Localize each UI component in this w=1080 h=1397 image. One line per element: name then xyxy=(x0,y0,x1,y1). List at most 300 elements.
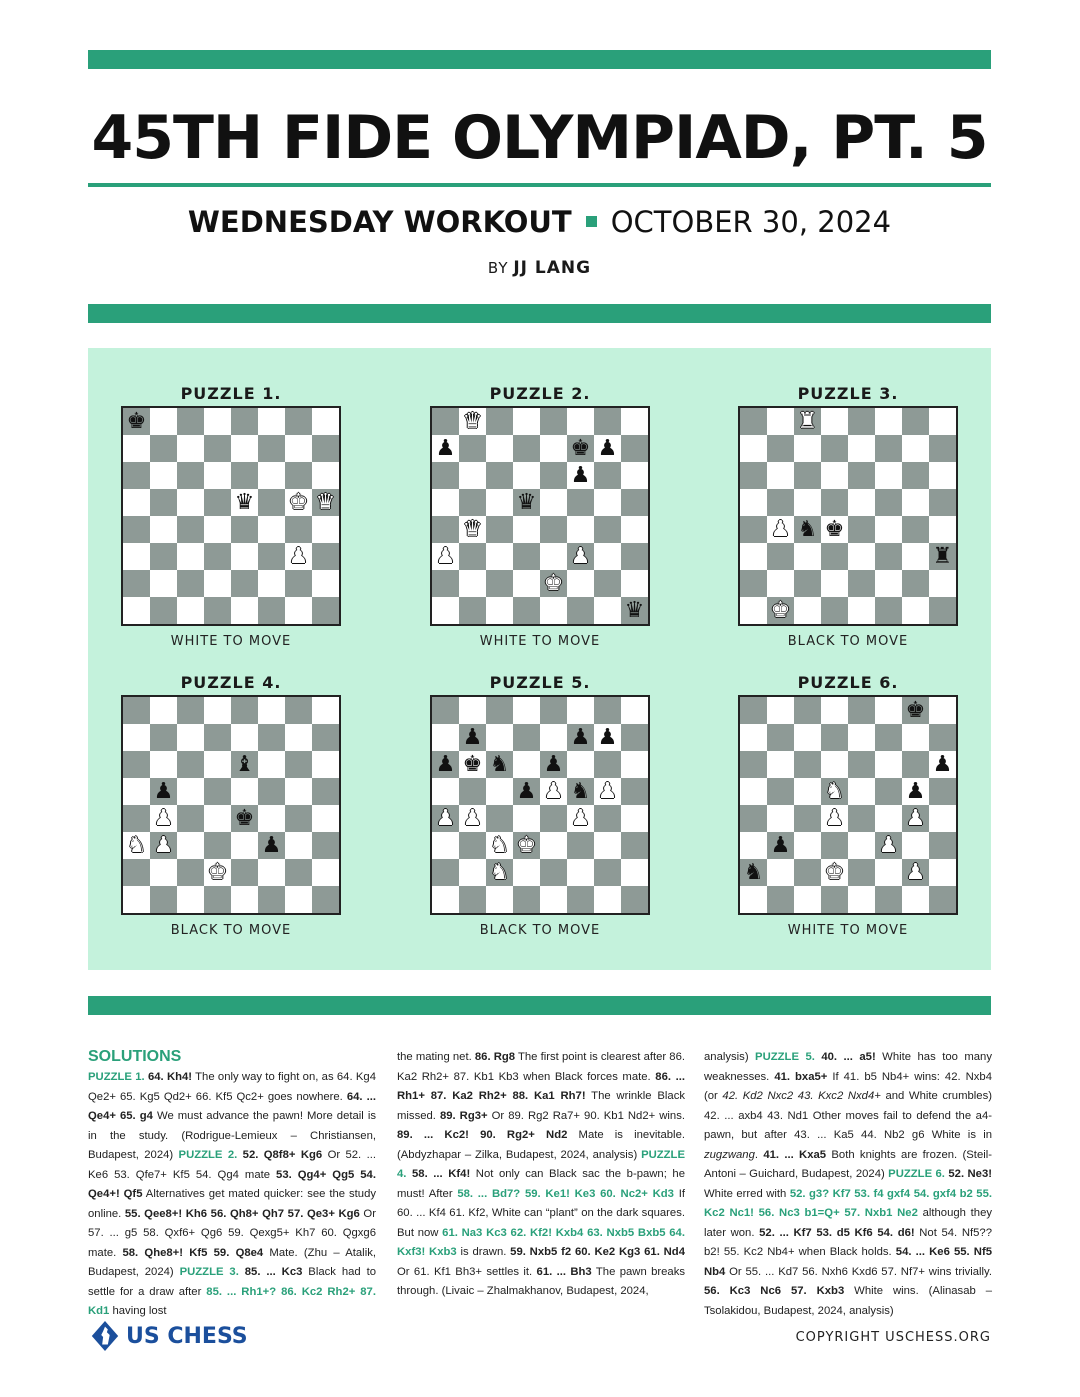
square-a2 xyxy=(740,570,767,597)
square-g4 xyxy=(285,805,312,832)
square-a8 xyxy=(432,697,459,724)
square-a2 xyxy=(432,570,459,597)
black-pawn-icon: ♟ xyxy=(570,463,591,488)
black-queen-icon: ♛ xyxy=(516,490,537,515)
square-c2 xyxy=(177,570,204,597)
square-h7 xyxy=(621,435,648,462)
square-d2 xyxy=(513,570,540,597)
square-a6 xyxy=(123,462,150,489)
square-a7 xyxy=(432,435,459,462)
square-f5 xyxy=(258,778,285,805)
square-b6 xyxy=(767,462,794,489)
square-e8 xyxy=(848,697,875,724)
square-e8 xyxy=(231,697,258,724)
square-d6 xyxy=(821,462,848,489)
square-d8 xyxy=(513,697,540,724)
square-g7 xyxy=(285,724,312,751)
side-to-move: BLACK TO MOVE xyxy=(787,634,909,649)
square-c3 xyxy=(486,543,513,570)
square-f2 xyxy=(258,859,285,886)
square-b2 xyxy=(767,859,794,886)
square-h4 xyxy=(312,805,339,832)
square-e1 xyxy=(231,886,258,913)
square-d7 xyxy=(513,435,540,462)
black-pawn-icon: ♟ xyxy=(435,436,456,461)
square-b3 xyxy=(767,832,794,859)
square-b7 xyxy=(150,435,177,462)
square-d5 xyxy=(204,778,231,805)
black-king-icon: ♚ xyxy=(234,806,255,831)
square-b6 xyxy=(150,462,177,489)
square-a7 xyxy=(740,435,767,462)
square-d8 xyxy=(821,408,848,435)
square-c1 xyxy=(794,886,821,913)
square-d1 xyxy=(821,886,848,913)
square-f6 xyxy=(258,751,285,778)
square-g4 xyxy=(902,516,929,543)
square-g7 xyxy=(902,724,929,751)
white-pawn-icon: ♟ xyxy=(153,806,174,831)
side-to-move: WHITE TO MOVE xyxy=(787,923,909,938)
square-e1 xyxy=(848,886,875,913)
square-a3 xyxy=(740,543,767,570)
square-h6 xyxy=(621,751,648,778)
square-h1 xyxy=(929,597,956,624)
white-king-icon: ♚ xyxy=(770,598,791,623)
square-e6 xyxy=(540,462,567,489)
black-bishop-icon: ♝ xyxy=(234,752,255,777)
square-c8 xyxy=(177,408,204,435)
puzzle-2 xyxy=(430,382,650,649)
square-e2 xyxy=(848,570,875,597)
square-c8 xyxy=(486,697,513,724)
square-b5 xyxy=(767,489,794,516)
square-c4 xyxy=(794,516,821,543)
square-d2 xyxy=(513,859,540,886)
puzzle-1 xyxy=(121,382,341,649)
square-b4 xyxy=(459,516,486,543)
square-d4 xyxy=(513,805,540,832)
square-a4 xyxy=(740,516,767,543)
puzzle-title: PUZZLE 4. xyxy=(180,673,282,692)
square-f4 xyxy=(258,516,285,543)
square-h8 xyxy=(312,697,339,724)
square-f5 xyxy=(875,489,902,516)
square-g1 xyxy=(594,886,621,913)
square-a2 xyxy=(432,859,459,886)
subtitle xyxy=(88,202,991,242)
square-g3 xyxy=(285,832,312,859)
square-a7 xyxy=(123,724,150,751)
side-to-move: WHITE TO MOVE xyxy=(479,634,601,649)
square-a5 xyxy=(740,778,767,805)
square-b1 xyxy=(459,886,486,913)
square-g5 xyxy=(902,489,929,516)
square-h3 xyxy=(312,832,339,859)
black-pawn-icon: ♟ xyxy=(261,833,282,858)
square-d5 xyxy=(513,778,540,805)
white-pawn-icon: ♟ xyxy=(905,860,926,885)
square-g4 xyxy=(594,805,621,832)
black-pawn-icon: ♟ xyxy=(516,779,537,804)
square-b7 xyxy=(459,724,486,751)
square-a8 xyxy=(740,408,767,435)
white-pawn-icon: ♟ xyxy=(597,779,618,804)
black-king-icon: ♚ xyxy=(570,436,591,461)
solutions-column-1 xyxy=(88,1046,376,1322)
square-c4 xyxy=(177,516,204,543)
square-f1 xyxy=(875,597,902,624)
square-f8 xyxy=(875,408,902,435)
square-f8 xyxy=(567,697,594,724)
black-pawn-icon: ♟ xyxy=(597,436,618,461)
square-b5 xyxy=(150,778,177,805)
square-e8 xyxy=(540,697,567,724)
square-a7 xyxy=(123,435,150,462)
byline xyxy=(88,258,991,278)
square-g8 xyxy=(594,697,621,724)
square-g8 xyxy=(902,697,929,724)
square-d3 xyxy=(821,832,848,859)
square-f6 xyxy=(875,751,902,778)
solutions-text: the mating net. 86. Rg8 The first point is clearest after 86. Ka2 Rh2+ 87. Kb1 Kb3 when Black forces mate. 86. ... Rh1+ 87. Ka2 Rh2+ 88. Ka1 Rh7! The wrinkle Black missed. 89. Rg3+ Or 89. Rg2 Ra7+ 90. Kb1 Nd2+ wins. 89. ... Kc2! 90. Rg2+ Nd2 Mate is inevitable. (Abdyzhapar – Zilka, Budapest, 2024, analysis) PUZZLE 4. 58. ... Kf4! Not only can Black sac the b-pawn; he must! After 58. ... Bd7? 59. Ke1! Ke3 60. Nc2+ Kd3 If 60. ... Kf4 61. Kf2, White can “plant” on the dark squares. But now 61. Na3 Kc3 62. Kf2! Kxb4 63. Nxb5 Bxb5 64. Kxf3! Kxb3 is drawn. 59. Nxb5 f2 60. Ke2 Kg3 61. Nd4 Or 61. Kf1 Bh3+ settles it. 61. ... Bh3 The pawn breaks through. (Livaic – Zhalmakhanov, Budapest, 2024, xyxy=(397,1051,686,1297)
square-f3 xyxy=(875,832,902,859)
square-d8 xyxy=(204,408,231,435)
square-c7 xyxy=(486,724,513,751)
square-d4 xyxy=(204,516,231,543)
square-d7 xyxy=(821,435,848,462)
square-b6 xyxy=(767,751,794,778)
square-e7 xyxy=(848,724,875,751)
white-rook-icon: ♜ xyxy=(797,409,818,434)
square-d6 xyxy=(204,751,231,778)
square-h1 xyxy=(312,886,339,913)
white-pawn-icon: ♟ xyxy=(570,806,591,831)
solutions-heading: SOLUTIONS xyxy=(88,1048,182,1065)
square-g8 xyxy=(902,408,929,435)
square-a8 xyxy=(123,697,150,724)
square-d6 xyxy=(513,462,540,489)
square-b5 xyxy=(459,778,486,805)
white-pawn-icon: ♟ xyxy=(905,806,926,831)
square-c7 xyxy=(486,435,513,462)
square-d3 xyxy=(204,543,231,570)
side-to-move: BLACK TO MOVE xyxy=(170,923,292,938)
square-c6 xyxy=(177,462,204,489)
header-bottom-rule xyxy=(88,304,991,323)
square-h4 xyxy=(621,516,648,543)
square-f1 xyxy=(258,597,285,624)
white-king-icon: ♚ xyxy=(543,571,564,596)
square-a5 xyxy=(740,489,767,516)
black-pawn-icon: ♟ xyxy=(905,779,926,804)
square-c3 xyxy=(486,832,513,859)
square-c5 xyxy=(794,778,821,805)
square-e7 xyxy=(540,724,567,751)
square-a4 xyxy=(432,516,459,543)
square-e2 xyxy=(231,859,258,886)
square-b2 xyxy=(767,570,794,597)
square-b7 xyxy=(767,724,794,751)
puzzle-panel xyxy=(88,348,991,970)
square-c4 xyxy=(794,805,821,832)
square-g4 xyxy=(285,516,312,543)
puzzle-4 xyxy=(121,671,341,938)
square-a3 xyxy=(123,832,150,859)
square-h6 xyxy=(929,751,956,778)
square-d4 xyxy=(513,516,540,543)
square-a5 xyxy=(432,778,459,805)
square-d2 xyxy=(204,570,231,597)
white-queen-icon: ♛ xyxy=(462,409,483,434)
copyright-notice: COPYRIGHT USCHESS.ORG xyxy=(795,1330,991,1345)
square-b5 xyxy=(459,489,486,516)
white-pawn-icon: ♟ xyxy=(462,806,483,831)
square-e2 xyxy=(540,859,567,886)
square-h2 xyxy=(312,859,339,886)
square-a4 xyxy=(123,516,150,543)
square-c2 xyxy=(794,859,821,886)
square-c8 xyxy=(177,697,204,724)
white-king-icon: ♚ xyxy=(516,833,537,858)
square-a7 xyxy=(740,724,767,751)
square-b3 xyxy=(767,543,794,570)
square-h3 xyxy=(621,832,648,859)
square-d6 xyxy=(821,751,848,778)
square-a2 xyxy=(740,859,767,886)
square-b2 xyxy=(150,570,177,597)
square-g6 xyxy=(285,751,312,778)
square-e8 xyxy=(540,408,567,435)
square-h1 xyxy=(929,886,956,913)
white-pawn-icon: ♟ xyxy=(543,779,564,804)
square-e6 xyxy=(540,751,567,778)
square-f7 xyxy=(875,435,902,462)
square-a8 xyxy=(432,408,459,435)
square-f3 xyxy=(567,543,594,570)
square-h1 xyxy=(312,597,339,624)
square-f3 xyxy=(567,832,594,859)
square-f7 xyxy=(875,724,902,751)
square-f5 xyxy=(567,778,594,805)
us-chess-logo xyxy=(90,1318,248,1354)
square-h2 xyxy=(929,859,956,886)
square-f7 xyxy=(567,724,594,751)
square-a8 xyxy=(123,408,150,435)
square-c8 xyxy=(794,697,821,724)
square-a6 xyxy=(123,751,150,778)
solutions-column-2 xyxy=(397,1048,685,1302)
square-e7 xyxy=(848,435,875,462)
black-queen-icon: ♛ xyxy=(624,598,645,623)
square-f2 xyxy=(567,570,594,597)
square-g5 xyxy=(285,778,312,805)
square-f4 xyxy=(875,516,902,543)
square-e3 xyxy=(540,832,567,859)
square-b3 xyxy=(459,543,486,570)
square-g1 xyxy=(594,597,621,624)
white-king-icon: ♚ xyxy=(207,860,228,885)
square-h5 xyxy=(621,778,648,805)
square-h5 xyxy=(312,489,339,516)
square-c2 xyxy=(794,570,821,597)
issue-date: OCTOBER 30, 2024 xyxy=(610,205,892,239)
square-c8 xyxy=(486,408,513,435)
square-b1 xyxy=(150,886,177,913)
square-f3 xyxy=(258,543,285,570)
square-e5 xyxy=(848,778,875,805)
square-g7 xyxy=(285,435,312,462)
square-f2 xyxy=(875,859,902,886)
square-h8 xyxy=(621,697,648,724)
square-b7 xyxy=(150,724,177,751)
chess-board xyxy=(430,406,650,626)
square-c5 xyxy=(486,778,513,805)
side-to-move: WHITE TO MOVE xyxy=(170,634,292,649)
square-b6 xyxy=(150,751,177,778)
puzzle-title: PUZZLE 1. xyxy=(180,384,282,403)
square-b4 xyxy=(459,805,486,832)
square-h3 xyxy=(929,543,956,570)
square-e6 xyxy=(231,751,258,778)
square-b1 xyxy=(459,597,486,624)
square-a2 xyxy=(123,859,150,886)
square-a3 xyxy=(432,832,459,859)
chess-board xyxy=(430,695,650,915)
series-name: WEDNESDAY WORKOUT xyxy=(187,205,572,239)
square-g7 xyxy=(594,435,621,462)
square-d4 xyxy=(821,805,848,832)
puzzle-title: PUZZLE 6. xyxy=(797,673,899,692)
square-b2 xyxy=(459,570,486,597)
square-a5 xyxy=(123,778,150,805)
square-f1 xyxy=(567,597,594,624)
square-d6 xyxy=(204,462,231,489)
white-pawn-icon: ♟ xyxy=(153,833,174,858)
puzzle-title: PUZZLE 5. xyxy=(489,673,591,692)
square-h4 xyxy=(929,805,956,832)
square-c6 xyxy=(486,751,513,778)
square-d4 xyxy=(204,805,231,832)
square-e2 xyxy=(540,570,567,597)
square-g8 xyxy=(285,697,312,724)
square-e4 xyxy=(540,805,567,832)
square-f3 xyxy=(258,832,285,859)
square-e1 xyxy=(848,597,875,624)
square-h7 xyxy=(312,724,339,751)
square-b8 xyxy=(150,697,177,724)
square-f6 xyxy=(567,751,594,778)
black-king-icon: ♚ xyxy=(905,698,926,723)
square-b8 xyxy=(459,408,486,435)
square-d7 xyxy=(204,724,231,751)
square-c2 xyxy=(177,859,204,886)
square-f8 xyxy=(875,697,902,724)
square-h1 xyxy=(621,886,648,913)
chess-board xyxy=(738,406,958,626)
square-d3 xyxy=(821,543,848,570)
square-c7 xyxy=(177,435,204,462)
square-f6 xyxy=(875,462,902,489)
square-g6 xyxy=(594,462,621,489)
square-a4 xyxy=(123,805,150,832)
chess-board xyxy=(738,695,958,915)
square-g2 xyxy=(594,859,621,886)
square-f8 xyxy=(258,697,285,724)
square-c2 xyxy=(486,570,513,597)
square-g4 xyxy=(594,516,621,543)
square-d1 xyxy=(204,597,231,624)
square-h4 xyxy=(929,516,956,543)
white-pawn-icon: ♟ xyxy=(770,517,791,542)
square-h5 xyxy=(312,778,339,805)
square-b2 xyxy=(459,859,486,886)
square-f7 xyxy=(258,724,285,751)
square-g6 xyxy=(594,751,621,778)
square-e7 xyxy=(231,435,258,462)
black-queen-icon: ♛ xyxy=(234,490,255,515)
square-c4 xyxy=(177,805,204,832)
square-a3 xyxy=(123,543,150,570)
square-f2 xyxy=(567,859,594,886)
square-b6 xyxy=(459,462,486,489)
square-d5 xyxy=(821,778,848,805)
square-e3 xyxy=(848,832,875,859)
square-h6 xyxy=(929,462,956,489)
top-rule xyxy=(88,50,991,69)
square-g1 xyxy=(285,886,312,913)
black-king-icon: ♚ xyxy=(824,517,845,542)
square-c6 xyxy=(794,462,821,489)
square-b5 xyxy=(767,778,794,805)
black-king-icon: ♚ xyxy=(462,752,483,777)
square-f7 xyxy=(258,435,285,462)
black-king-icon: ♚ xyxy=(126,409,147,434)
black-knight-icon: ♞ xyxy=(743,860,764,885)
square-e8 xyxy=(848,408,875,435)
square-e7 xyxy=(540,435,567,462)
square-d8 xyxy=(821,697,848,724)
square-a6 xyxy=(432,462,459,489)
square-b1 xyxy=(767,886,794,913)
square-d1 xyxy=(513,597,540,624)
square-c1 xyxy=(794,597,821,624)
square-b1 xyxy=(767,597,794,624)
white-pawn-icon: ♟ xyxy=(288,544,309,569)
square-d7 xyxy=(821,724,848,751)
square-f3 xyxy=(875,543,902,570)
black-pawn-icon: ♟ xyxy=(770,833,791,858)
square-f4 xyxy=(875,805,902,832)
black-pawn-icon: ♟ xyxy=(462,725,483,750)
square-h5 xyxy=(621,489,648,516)
square-g5 xyxy=(594,778,621,805)
square-h7 xyxy=(929,724,956,751)
square-c5 xyxy=(177,489,204,516)
square-d4 xyxy=(821,516,848,543)
square-a1 xyxy=(432,597,459,624)
square-b8 xyxy=(767,697,794,724)
square-c5 xyxy=(177,778,204,805)
square-e1 xyxy=(540,886,567,913)
square-d8 xyxy=(513,408,540,435)
square-d3 xyxy=(513,832,540,859)
square-f5 xyxy=(258,489,285,516)
white-king-icon: ♚ xyxy=(824,860,845,885)
page-title: 45TH FIDE OLYMPIAD, PT. 5 xyxy=(91,103,988,173)
square-d8 xyxy=(204,697,231,724)
square-d3 xyxy=(513,543,540,570)
